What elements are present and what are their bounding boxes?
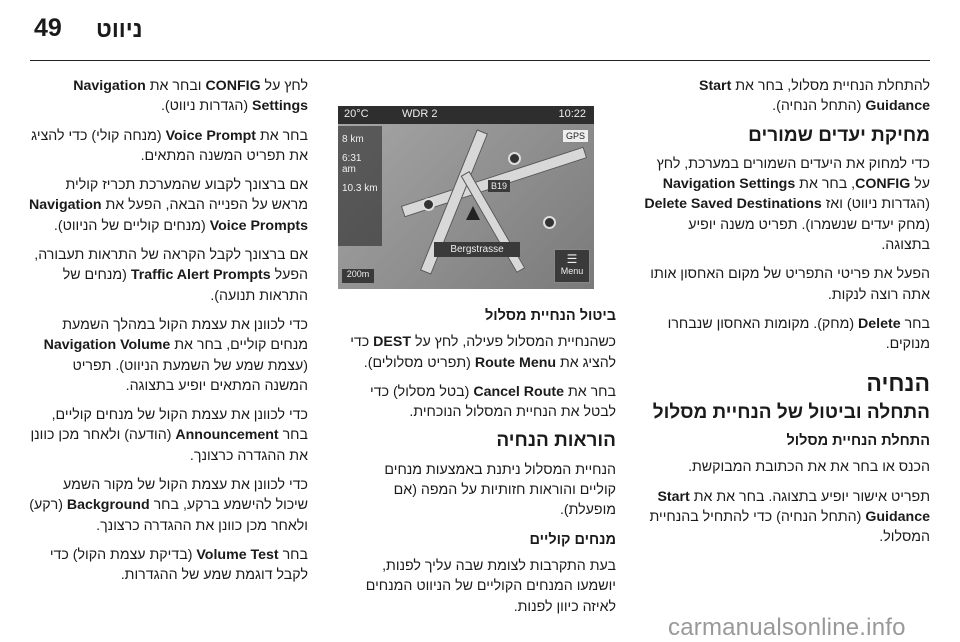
text-run: (רקע) ולאחר מכן כוונן את ההגדרה כרצונך. (29, 497, 308, 534)
text-run: (מנחים של התראות תנועה). (62, 267, 308, 304)
left-paragraph-4 (28, 245, 308, 306)
text-run: , בחר את (795, 176, 856, 193)
term: Background (66, 497, 150, 514)
term: Traffic Alert Prompts (130, 267, 271, 284)
term: CONFIG (855, 176, 911, 193)
text-run: כדי לכוונן את עצמת הקול של מקור השמע שיכול להישמע ברקע, בחר (63, 477, 308, 514)
term: Announcement (175, 427, 279, 444)
text-run: בחר (900, 315, 930, 332)
menu-icon: ☰ (566, 252, 578, 266)
text-run: לחץ על (260, 78, 308, 94)
page-title: ניווט (96, 16, 143, 42)
menu-label: Menu (560, 266, 584, 276)
term: Navigation Voice Prompts (29, 197, 308, 234)
heading-start-route: התחלת הנחיית מסלול (786, 433, 930, 450)
page-number: 49 (34, 14, 62, 42)
heading-guidance-instructions: הוראות הנחיה (496, 430, 616, 452)
term: DEST (373, 334, 412, 351)
text-run: (מנחה קולי) כדי להציג את תפריט המשנה המתאים. (31, 127, 308, 164)
poi-pin-icon (508, 152, 521, 165)
text-run: (תפריט מסלולים). (363, 354, 475, 371)
navigation-map-screenshot (338, 106, 594, 289)
left-paragraph-5 (28, 315, 308, 396)
street-name: Bergstrasse (434, 242, 520, 257)
term: Voice Prompt (165, 127, 256, 144)
heading-guidance: הנחיה (866, 369, 930, 396)
text-run: כשהנחיית המסלול פעילה, לחץ על (411, 334, 616, 351)
left-paragraph-1 (28, 76, 308, 117)
cancel-paragraph-1 (346, 332, 616, 373)
text-run: (התחל הנחיה) כדי להתחיל בהנחיית המסלול. (649, 509, 930, 546)
header-rule (30, 60, 930, 61)
right-column (638, 76, 930, 557)
left-column (28, 76, 308, 595)
text-run: בחר את (256, 127, 308, 144)
term: Cancel Route (473, 383, 564, 400)
cancel-paragraph-2 (346, 382, 616, 423)
text-run: (הודעה) ולאחר מכן כוונן את ההגדרה כרצונך. (30, 427, 308, 464)
term: Delete (858, 315, 901, 332)
start-guidance-intro (638, 76, 930, 117)
left-paragraph-2 (28, 126, 308, 167)
delete-paragraph-1 (638, 154, 930, 255)
term: Volume Test (196, 546, 279, 563)
term: Start (698, 78, 732, 94)
text-run: כדי להציג את (350, 334, 616, 371)
term: Route Menu (474, 354, 557, 371)
text-run: (בטל מסלול) כדי לבטל את הנחיית המסלול הנוכחית. (370, 383, 616, 421)
text-run: כדי לכוונן את עצמת הקול של מנחים קוליים, בחר (51, 407, 308, 444)
gps-indicator: GPS (563, 130, 588, 142)
text-run: (התחל הנחיה). (772, 98, 866, 115)
left-paragraph-3 (28, 175, 308, 236)
watermark: carmanualsonline.info (668, 614, 906, 641)
term: CONFIG (205, 78, 261, 94)
left-paragraph-8 (28, 545, 308, 586)
text-run: (הגדרות ניווט). (160, 98, 253, 115)
heading-voice-prompts: מנחים קוליים (529, 531, 616, 548)
text-run: (הגדרות ניווט) ואז (821, 196, 930, 213)
term: Start Guidance (657, 488, 930, 526)
temperature: 20°C (344, 108, 369, 120)
map-scale: 200m (342, 269, 374, 283)
station: WDR 2 (402, 108, 438, 120)
term: Navigation Settings (73, 78, 308, 115)
text-run: ובחר את (145, 78, 206, 94)
text-run: בחר (278, 546, 308, 563)
text-run: בחר את (564, 383, 616, 400)
instructions-paragraph: הנחיית המסלול ניתנת באמצעות מנחים קוליים והוראות חזותיות על המפה (אם מופעלת). (384, 461, 616, 519)
middle-column (346, 300, 616, 626)
heading-cancel-route: ביטול הנחיית מסלול (484, 308, 616, 324)
term: Guidance (865, 98, 930, 115)
term: Navigation Volume (43, 337, 171, 354)
text-run: כדי למחוק את היעדים השמורים במערכת, לחץ על (656, 155, 930, 193)
text-run: (מנחים קוליים של הניווט). (53, 217, 210, 234)
voice-paragraph: בעת התקרבות לצומת שבה עליך לפנות, יושמעו המנחים הקוליים של הניווט המנחים לאיזה כיוון לפנות. (365, 557, 616, 615)
page-header (0, 0, 960, 62)
text-run: כדי לכוונן את עצמת הקול במהלך השמעת מנחים קוליים, בחר את (62, 316, 308, 354)
text-run: אם ברצונך לקבל הקראה של התראות תעבורה, הפעל (34, 247, 308, 284)
road-number: B19 (488, 180, 510, 192)
text-run: (בדיקת עצמת הקול) כדי לקבל דוגמת שמע של ההגדרות. (49, 546, 308, 584)
text-run: (עצמת שמע של השמעת הניווט). תפריט המשנה המתאים יופיע בתצוגה. (72, 357, 308, 394)
arrival-time: 6:31 am (342, 153, 362, 175)
next-turn-distance: 8 km (342, 134, 364, 145)
left-paragraph-7 (28, 475, 308, 536)
remaining-distance: 10.3 km (342, 183, 378, 194)
text-run: (מחק). מקומות האחסון שנבחרו מנוקים. (667, 315, 930, 353)
delete-paragraph-2: הפעל את פריטי התפריט של מקום האחסון אותו אתה רוצה לנקות. (650, 266, 930, 303)
heading-start-cancel: התחלה וביטול של הנחיית מסלול (652, 401, 930, 423)
text-run: להתחלת הנחיית מסלול, בחר את (731, 78, 930, 94)
start-paragraph-1: הכנס או בחר את את הכתובת המבוקשת. (688, 459, 930, 476)
map-info-panel (338, 126, 382, 246)
map-status-bar (338, 106, 594, 124)
poi-pin-icon (543, 216, 556, 229)
term: Delete Saved Destinations (644, 196, 822, 213)
start-paragraph-2 (638, 487, 930, 548)
delete-paragraph-3 (638, 314, 930, 355)
left-paragraph-6 (28, 405, 308, 466)
heading-delete-destinations: מחיקת יעדים שמורים (748, 124, 930, 146)
poi-pin-icon (422, 198, 435, 211)
vehicle-position-icon (466, 206, 480, 220)
text-run: (מחק יעדים שנשמרו). תפריט משנה יופיע בתצוגה. (688, 216, 930, 254)
term: Navigation Settings (662, 176, 796, 193)
map-menu-button (554, 249, 590, 283)
text-run: אם ברצונך לקבוע שהמערכת תכריז קולית מראש על הפנייה הבאה, הפעל את (65, 177, 308, 214)
clock: 10:22 (558, 108, 586, 120)
text-run: תפריט אישור יופיע בתצוגה. בחר את את (689, 488, 930, 505)
